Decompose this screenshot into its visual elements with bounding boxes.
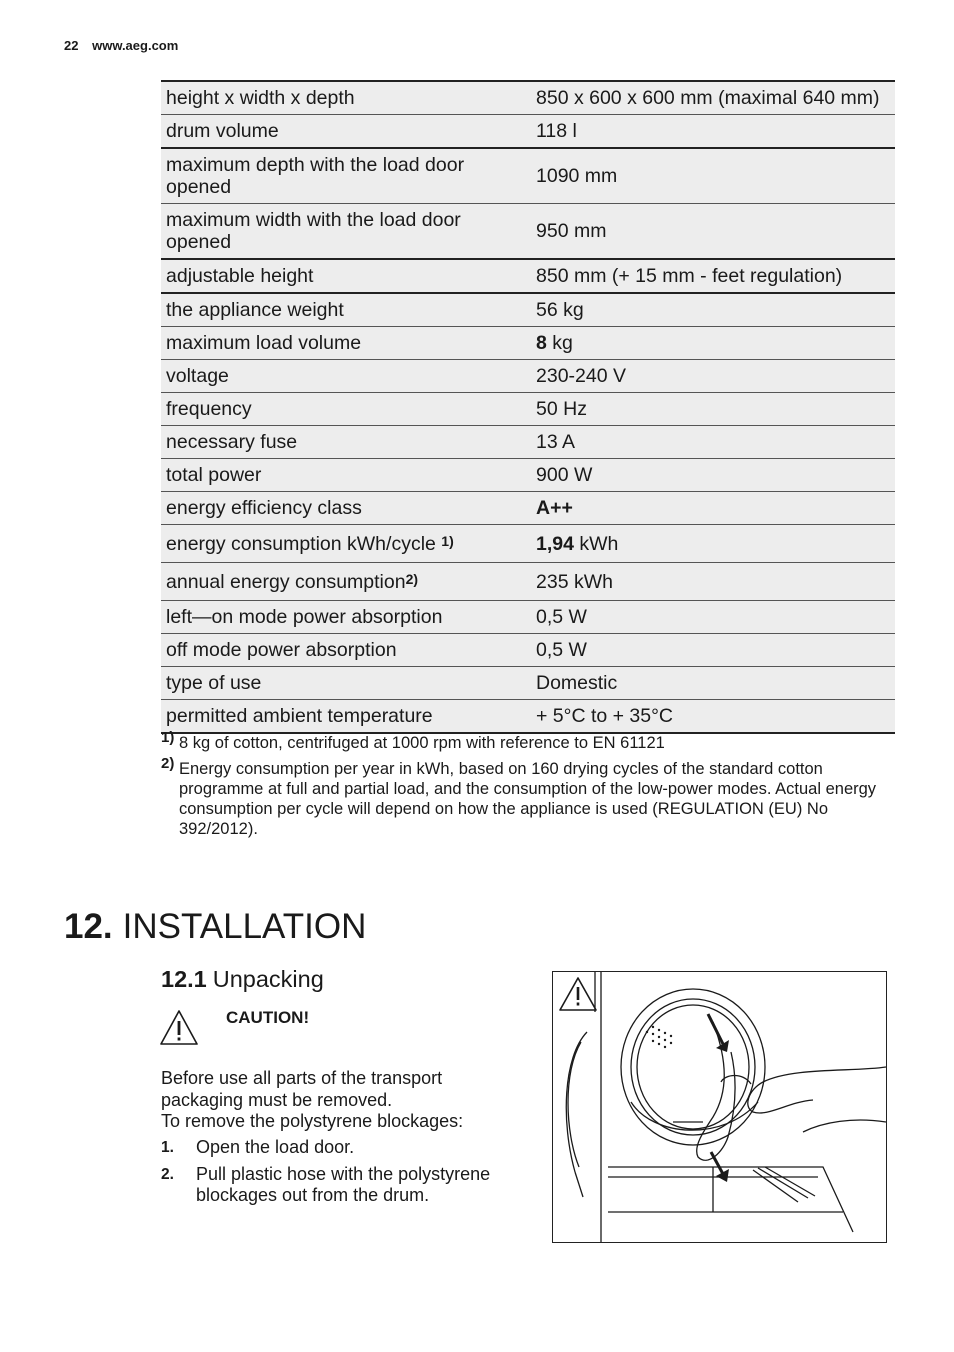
table-row [161, 634, 895, 667]
row-value: 235 kWh [527, 563, 895, 601]
footnote-mark: 1) [161, 729, 175, 746]
list-item [161, 1137, 526, 1159]
value-unit: kg [546, 332, 573, 354]
table-row [161, 148, 895, 204]
row-value: 118 l [527, 115, 895, 149]
table-row [161, 667, 895, 700]
row-label: adjustable height [161, 259, 527, 293]
instruction-text [161, 1068, 521, 1133]
row-value: 13 A [527, 426, 895, 459]
subsection-heading [161, 966, 324, 993]
table-row [161, 293, 895, 327]
row-label: type of use [161, 667, 527, 700]
row-value: 230-240 V [527, 360, 895, 393]
row-label: height x width x depth [161, 81, 527, 115]
row-value: 0,5 W [527, 601, 895, 634]
value-bold: 8 [536, 332, 547, 354]
label-text: annual energy consumption [166, 570, 406, 593]
drum-perforation [646, 1026, 672, 1048]
row-label: total power [161, 459, 527, 492]
row-value: 0,5 W [527, 634, 895, 667]
warning-triangle-icon [560, 978, 596, 1010]
row-value: 850 x 600 x 600 mm (maximal 640 mm) [527, 81, 895, 115]
footnote-marker: 2) [405, 570, 419, 587]
value-unit: kWh [573, 532, 619, 555]
warning-triangle-icon [159, 1009, 199, 1046]
instruction-line: To remove the polystyrene blockages: [161, 1111, 464, 1131]
table-row [161, 563, 895, 601]
row-label [161, 563, 527, 601]
footnotes [161, 729, 896, 839]
step-text: Open the load door. [196, 1137, 355, 1157]
row-label: off mode power absorption [161, 634, 527, 667]
table-row [161, 204, 895, 260]
section-title: INSTALLATION [122, 907, 367, 946]
table-row [161, 327, 895, 360]
step-number: 2. [161, 1165, 174, 1183]
table-row [161, 525, 895, 563]
section-heading [64, 907, 366, 947]
row-value: 1090 mm [527, 148, 895, 204]
table-row [161, 426, 895, 459]
row-label: permitted ambient temperature [161, 700, 527, 734]
footnote-1 [161, 729, 896, 753]
row-value: + 5°C to + 35°C [527, 700, 895, 734]
steps-list [161, 1137, 526, 1212]
footnote-marker: 1) [441, 532, 454, 549]
table-row [161, 601, 895, 634]
unpacking-illustration [552, 971, 887, 1243]
table-row [161, 360, 895, 393]
row-value: 950 mm [527, 204, 895, 260]
page-number: 22 [64, 38, 79, 53]
step-text: Pull plastic hose with the polystyrene blockages out from the drum. [196, 1163, 491, 1205]
row-value [527, 492, 895, 525]
subsection-title: Unpacking [212, 966, 324, 992]
row-value: 900 W [527, 459, 895, 492]
row-label: drum volume [161, 115, 527, 149]
table-row [161, 700, 895, 734]
step-number: 1. [161, 1139, 174, 1156]
row-label: left—on mode power absorption [161, 601, 527, 634]
subsection-number: 12.1 [161, 966, 207, 992]
value-bold: A++ [536, 497, 573, 519]
dryer-drum-illustration [553, 972, 886, 1242]
footnote-2 [161, 755, 896, 839]
row-value: 50 Hz [527, 393, 895, 426]
row-value [527, 525, 895, 563]
row-value: Domestic [527, 667, 895, 700]
row-label: energy efficiency class [161, 492, 527, 525]
row-label: voltage [161, 360, 527, 393]
table-row [161, 459, 895, 492]
row-label: maximum load volume [161, 327, 527, 360]
value-bold: 1,94 [536, 532, 574, 555]
row-label: frequency [161, 393, 527, 426]
row-value [527, 327, 895, 360]
website-link[interactable]: www.aeg.com [92, 38, 179, 53]
arrow-down-icon [708, 1014, 729, 1052]
page-header [64, 38, 178, 53]
label-text: energy consumption kWh/cycle [166, 532, 442, 555]
row-label: the appliance weight [161, 293, 527, 327]
table-row [161, 393, 895, 426]
row-label [161, 525, 527, 563]
list-item [161, 1164, 526, 1207]
table-row [161, 492, 895, 525]
row-label: maximum width with the load door opened [161, 204, 527, 260]
table-row [161, 115, 895, 149]
row-label: maximum depth with the load door opened [161, 148, 527, 204]
instruction-line: Before use all parts of the transport packaging must be removed. [161, 1068, 443, 1110]
footnote-text: Energy consumption per year in kWh, based on 160 drying cycles of the standard cotton programme at full and partial load, and the consumption of the low-power modes. Actual energy consumption per cycle will depend on how the appliance is used (REGULATION (EU) No 392/2012). [179, 760, 877, 838]
technical-data-table [161, 80, 895, 734]
caution-label: CAUTION! [226, 1008, 310, 1027]
section-number: 12. [64, 907, 113, 946]
row-label: necessary fuse [161, 426, 527, 459]
table-row [161, 81, 895, 115]
row-value: 56 kg [527, 293, 895, 327]
table-row [161, 259, 895, 293]
footnote-text: 8 kg of cotton, centrifuged at 1000 rpm with reference to EN 61121 [179, 734, 665, 752]
row-value: 850 mm (+ 15 mm - feet regulation) [527, 259, 895, 293]
footnote-mark: 2) [161, 755, 175, 772]
